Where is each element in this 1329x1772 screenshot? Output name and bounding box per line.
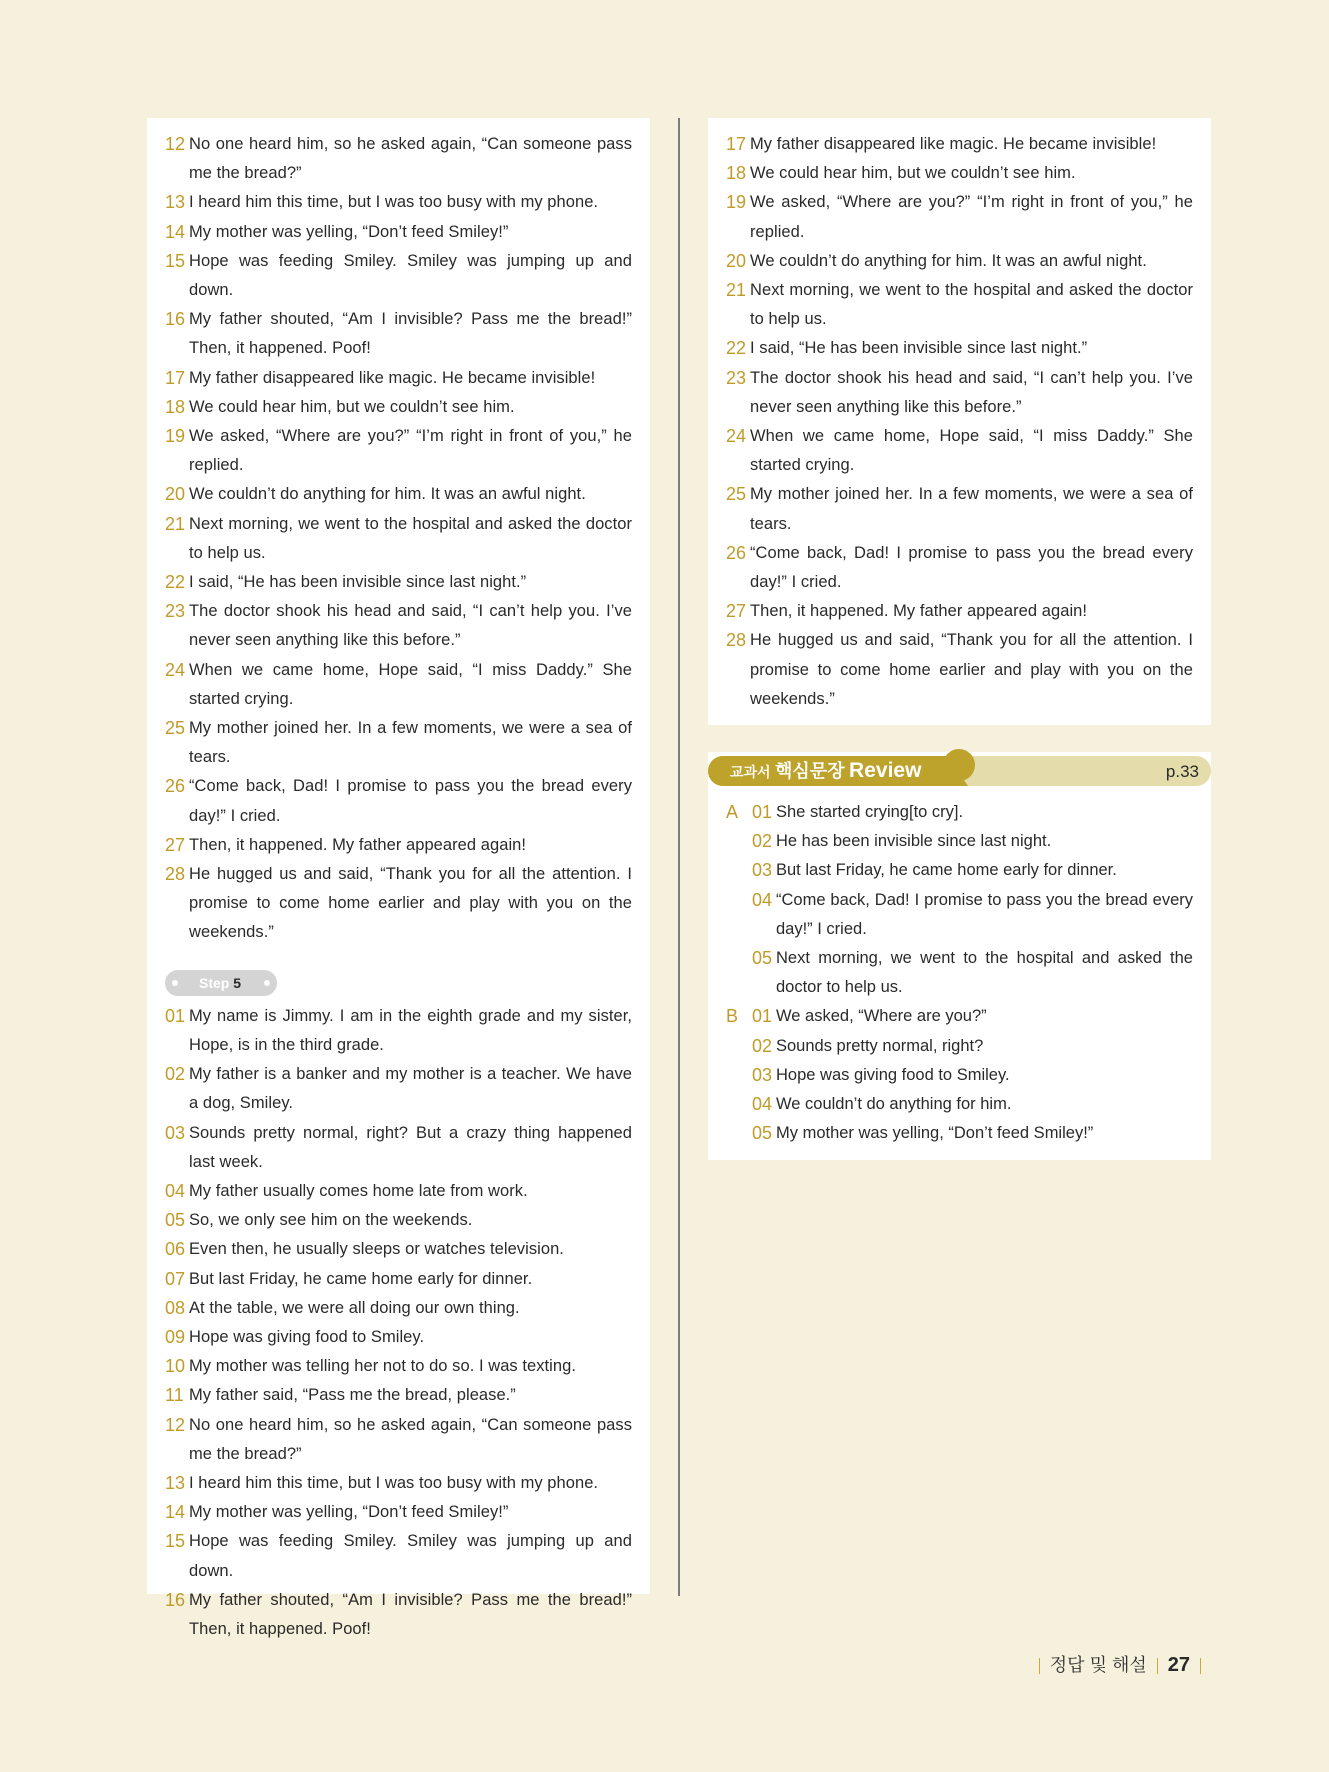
sentence-text: We could hear him, but we couldn’t see him. xyxy=(189,397,515,416)
sentence-number: 13 xyxy=(165,192,186,213)
sentence-line xyxy=(165,772,632,830)
sentence-text: Then, it happened. My father appeared again! xyxy=(750,602,1088,621)
sentence-number: 20 xyxy=(726,250,747,271)
footer-divider-mid xyxy=(1157,1658,1158,1674)
sentence-text: Next morning, we went to the hospital and asked the doctor to help us. xyxy=(189,514,632,562)
review-item xyxy=(726,1032,1193,1061)
sentence-text: My father disappeared like magic. He became invisible! xyxy=(750,135,1157,153)
column-divider xyxy=(678,118,680,1596)
footer-section-title: 정답 및 해설 xyxy=(1049,1655,1147,1675)
sentence-line xyxy=(165,218,632,247)
review-item xyxy=(726,1119,1193,1148)
page-footer xyxy=(1029,1652,1211,1678)
review-item-text: Next morning, we went to the hospital and asked the doctor to help us. xyxy=(776,949,1193,997)
sentence-number: 12 xyxy=(165,1414,186,1435)
sentence-line xyxy=(165,393,632,422)
sentence-number: 28 xyxy=(165,864,186,885)
footer-divider-right xyxy=(1200,1658,1201,1674)
sentence-number: 07 xyxy=(165,1268,186,1289)
sentence-number: 25 xyxy=(726,484,747,505)
sentence-number: 24 xyxy=(726,426,747,447)
sentence-number: 06 xyxy=(165,1239,186,1260)
sentence-line xyxy=(165,480,632,509)
sentence-text: He hugged us and said, “Thank you for all the attention. I promise to come home earlier and play with you on the weekends.” xyxy=(189,865,632,942)
sentence-text: My father usually comes home late from work. xyxy=(189,1181,528,1200)
sentence-number: 23 xyxy=(726,367,747,388)
sentence-number: 22 xyxy=(165,572,186,593)
review-item-list xyxy=(726,798,1193,1148)
sentence-text: The doctor shook his head and said, “I can’t help you. I’ve never seen anything like this before.” xyxy=(189,602,632,650)
sentence-line xyxy=(165,1002,632,1060)
sentence-line xyxy=(165,1235,632,1264)
review-section-letter: A xyxy=(726,802,739,822)
step5-sentence-list xyxy=(165,1002,632,1644)
sentence-number: 22 xyxy=(726,338,747,359)
sentence-line xyxy=(726,247,1193,276)
sentence-line xyxy=(165,1119,632,1177)
review-item-number: 02 xyxy=(752,831,773,852)
sentence-number: 18 xyxy=(726,163,747,184)
sentence-text: My mother was telling her not to do so. I was texting. xyxy=(189,1357,576,1376)
sentence-line xyxy=(165,130,632,188)
sentence-line xyxy=(165,188,632,217)
step-dot-left xyxy=(172,980,178,986)
sentence-line xyxy=(165,831,632,860)
sentence-line xyxy=(165,247,632,305)
sentence-list-right xyxy=(726,130,1193,714)
sentence-line xyxy=(165,1411,632,1469)
review-item-number: 05 xyxy=(752,948,773,969)
sentence-line xyxy=(165,1265,632,1294)
sentence-number: 26 xyxy=(165,776,186,797)
sentence-text: Hope was feeding Smiley. Smiley was jumping up and down. xyxy=(189,251,632,300)
review-title-english: Review xyxy=(849,759,922,782)
sentence-number: 17 xyxy=(726,134,747,154)
review-item-number: 04 xyxy=(752,889,773,910)
sentence-line xyxy=(165,1498,632,1527)
sentence-line xyxy=(726,422,1193,480)
review-page-ref: p.33 xyxy=(1165,762,1199,781)
review-item-number: 05 xyxy=(752,1123,773,1144)
sentence-line xyxy=(165,1469,632,1498)
review-item-text: Sounds pretty normal, right? xyxy=(776,1036,984,1055)
review-item-text: She started crying[to cry]. xyxy=(776,803,964,821)
sentence-number: 23 xyxy=(165,601,186,622)
review-item-number: 03 xyxy=(752,1064,773,1085)
sentence-line xyxy=(165,597,632,655)
sentence-line xyxy=(165,422,632,480)
sentence-text: My father disappeared like magic. He became invisible! xyxy=(189,368,596,387)
review-header-circle xyxy=(943,749,975,781)
sentence-number: 14 xyxy=(165,1502,186,1523)
sentence-number: 13 xyxy=(165,1472,186,1493)
review-title xyxy=(730,756,921,788)
sentence-text: Even then, he usually sleeps or watches television. xyxy=(189,1240,564,1259)
sentence-line xyxy=(165,305,632,363)
sentence-text: We asked, “Where are you?” “I’m right in front of you,” he replied. xyxy=(189,427,632,475)
sentence-line xyxy=(165,1060,632,1118)
sentence-line xyxy=(726,334,1193,363)
review-item-text: “Come back, Dad! I promise to pass you the bread every day!” I cried. xyxy=(776,890,1193,938)
sentence-text: Hope was giving food to Smiley. xyxy=(189,1327,425,1346)
review-item xyxy=(726,856,1193,885)
sentence-line xyxy=(726,188,1193,246)
step-dot-right xyxy=(264,980,270,986)
sentence-line xyxy=(165,1352,632,1381)
sentence-text: Sounds pretty normal, right? But a crazy thing happened last week. xyxy=(189,1123,632,1171)
page-number: 27 xyxy=(1167,1654,1190,1676)
sentence-text: My father said, “Pass me the bread, please.” xyxy=(189,1386,516,1405)
sentence-text: My name is Jimmy. I am in the eighth grade and my sister, Hope, is in the third grade. xyxy=(189,1006,632,1054)
sentence-text: Next morning, we went to the hospital and asked the doctor to help us. xyxy=(750,281,1193,329)
sentence-text: No one heard him, so he asked again, “Can someone pass me the bread?” xyxy=(189,135,632,183)
sentence-line xyxy=(165,1527,632,1585)
sentence-number: 26 xyxy=(726,542,747,563)
sentence-text: The doctor shook his head and said, “I can’t help you. I’ve never seen anything like this before.” xyxy=(750,368,1193,416)
review-item xyxy=(726,886,1193,944)
sentence-number: 03 xyxy=(165,1122,186,1143)
sentence-text: My mother was yelling, “Don’t feed Smiley!” xyxy=(189,222,509,241)
sentence-line xyxy=(165,1586,632,1644)
sentence-number: 27 xyxy=(165,834,186,855)
sentence-line xyxy=(726,626,1193,714)
review-item-text: My mother was yelling, “Don’t feed Smiley!” xyxy=(776,1124,1094,1143)
review-item-number: 03 xyxy=(752,860,773,881)
sentence-number: 04 xyxy=(165,1180,186,1201)
review-item xyxy=(726,944,1193,1002)
sentence-text: “Come back, Dad! I promise to pass you the bread every day!” I cried. xyxy=(189,777,632,825)
sentence-text: We asked, “Where are you?” “I’m right in front of you,” he replied. xyxy=(750,193,1193,241)
review-section-letter: B xyxy=(726,1006,739,1027)
review-title-korean: 핵심문장 xyxy=(775,761,845,781)
sentence-line xyxy=(165,1177,632,1206)
sentence-text: So, we only see him on the weekends. xyxy=(189,1211,473,1230)
sentence-text: But last Friday, he came home early for dinner. xyxy=(189,1269,533,1288)
review-item-text: But last Friday, he came home early for dinner. xyxy=(776,861,1117,880)
step-badge xyxy=(165,970,277,996)
sentence-text: He hugged us and said, “Thank you for all the attention. I promise to come home earlier and play with you on the weekends.” xyxy=(750,631,1193,708)
review-item-text: We asked, “Where are you?” xyxy=(776,1007,987,1026)
sentence-text: We couldn’t do anything for him. It was an awful night. xyxy=(750,251,1147,270)
review-item-text: He has been invisible since last night. xyxy=(776,832,1052,851)
sentence-line xyxy=(726,364,1193,422)
step-label-group xyxy=(199,970,241,996)
sentence-number: 16 xyxy=(165,1589,186,1610)
sentence-line xyxy=(726,159,1193,188)
sentence-number: 24 xyxy=(165,659,186,680)
sentence-text: We couldn’t do anything for him. It was an awful night. xyxy=(189,485,586,504)
sentence-number: 08 xyxy=(165,1297,186,1318)
sentence-line xyxy=(165,1323,632,1352)
sentence-line xyxy=(165,568,632,597)
sentence-text: I said, “He has been invisible since last night.” xyxy=(750,339,1088,358)
review-item xyxy=(726,1090,1193,1119)
step-number: 5 xyxy=(233,974,242,991)
sentence-number: 21 xyxy=(726,280,747,301)
review-item xyxy=(726,1002,1193,1031)
step-label: Step xyxy=(199,974,230,991)
sentence-line xyxy=(165,860,632,948)
sentence-number: 05 xyxy=(165,1210,186,1231)
sentence-number: 19 xyxy=(726,192,747,213)
sentence-number: 02 xyxy=(165,1064,186,1085)
sentence-line xyxy=(726,539,1193,597)
sentence-line xyxy=(726,480,1193,538)
sentence-text: I heard him this time, but I was too busy with my phone. xyxy=(189,1473,599,1492)
sentence-number: 10 xyxy=(165,1356,186,1377)
sentence-line xyxy=(165,1294,632,1323)
sentence-text: My mother joined her. In a few moments, we were a sea of tears. xyxy=(189,719,632,767)
sentence-number: 27 xyxy=(726,601,747,622)
sentence-number: 25 xyxy=(165,718,186,739)
footer-divider-left xyxy=(1039,1658,1040,1674)
sentence-number: 09 xyxy=(165,1326,186,1347)
sentence-number: 12 xyxy=(165,134,186,154)
review-item-number: 02 xyxy=(752,1035,773,1056)
review-item-number: 01 xyxy=(752,1006,773,1027)
sentence-text: We could hear him, but we couldn’t see him. xyxy=(750,164,1076,183)
review-panel xyxy=(708,752,1211,1160)
sentence-text: At the table, we were all doing our own thing. xyxy=(189,1298,520,1317)
sentence-text: My mother joined her. In a few moments, we were a sea of tears. xyxy=(750,485,1193,533)
sentence-text: When we came home, Hope said, “I miss Daddy.” She started crying. xyxy=(189,660,632,708)
sentence-number: 17 xyxy=(165,367,186,388)
review-item xyxy=(726,1061,1193,1090)
sentence-line xyxy=(726,276,1193,334)
sentence-number: 28 xyxy=(726,630,747,651)
sentence-line xyxy=(726,130,1193,159)
review-title-small: 교과서 xyxy=(730,764,771,780)
sentence-number: 19 xyxy=(165,426,186,447)
review-item-text: We couldn’t do anything for him. xyxy=(776,1095,1012,1114)
sentence-number: 11 xyxy=(165,1385,184,1406)
review-item xyxy=(726,827,1193,856)
sentence-text: I heard him this time, but I was too busy with my phone. xyxy=(189,193,599,212)
sentence-text: “Come back, Dad! I promise to pass you the bread every day!” I cried. xyxy=(750,543,1193,592)
review-item xyxy=(726,798,1193,827)
sentence-text: Then, it happened. My father appeared again! xyxy=(189,835,527,854)
sentence-text: I said, “He has been invisible since last night.” xyxy=(189,573,527,592)
sentence-line xyxy=(165,714,632,772)
sentence-text: Hope was feeding Smiley. Smiley was jumping up and down. xyxy=(189,1532,632,1580)
review-header xyxy=(708,752,1211,782)
sentence-line xyxy=(165,510,632,568)
sentence-text: When we came home, Hope said, “I miss Daddy.” She started crying. xyxy=(750,427,1193,475)
sentence-number: 14 xyxy=(165,221,186,242)
sentence-text: My father shouted, “Am I invisible? Pass me the bread!” Then, it happened. Poof! xyxy=(189,1590,632,1638)
sentence-line xyxy=(165,1381,632,1410)
sentence-number: 15 xyxy=(165,250,186,271)
sentence-line xyxy=(165,364,632,393)
sentence-line xyxy=(165,656,632,714)
review-item-text: Hope was giving food to Smiley. xyxy=(776,1065,1010,1084)
sentence-number: 21 xyxy=(165,513,186,534)
sentence-number: 20 xyxy=(165,484,186,505)
sentence-text: My mother was yelling, “Don’t feed Smiley!” xyxy=(189,1503,509,1522)
review-item-number: 01 xyxy=(752,802,773,822)
sentence-number: 16 xyxy=(165,309,186,330)
sentence-line xyxy=(165,1206,632,1235)
sentence-line xyxy=(726,597,1193,626)
sentence-number: 18 xyxy=(165,396,186,417)
sentence-text: My father shouted, “Am I invisible? Pass me the bread!” Then, it happened. Poof! xyxy=(189,310,632,358)
sentence-number: 15 xyxy=(165,1531,186,1552)
sentence-list-continued xyxy=(165,130,632,948)
right-text-panel xyxy=(708,118,1211,725)
sentence-text: My father is a banker and my mother is a teacher. We have a dog, Smiley. xyxy=(189,1065,632,1113)
sentence-number: 01 xyxy=(165,1005,186,1026)
left-text-panel xyxy=(147,118,650,1638)
review-item-number: 04 xyxy=(752,1094,773,1115)
sentence-text: No one heard him, so he asked again, “Can someone pass me the bread?” xyxy=(189,1415,632,1463)
